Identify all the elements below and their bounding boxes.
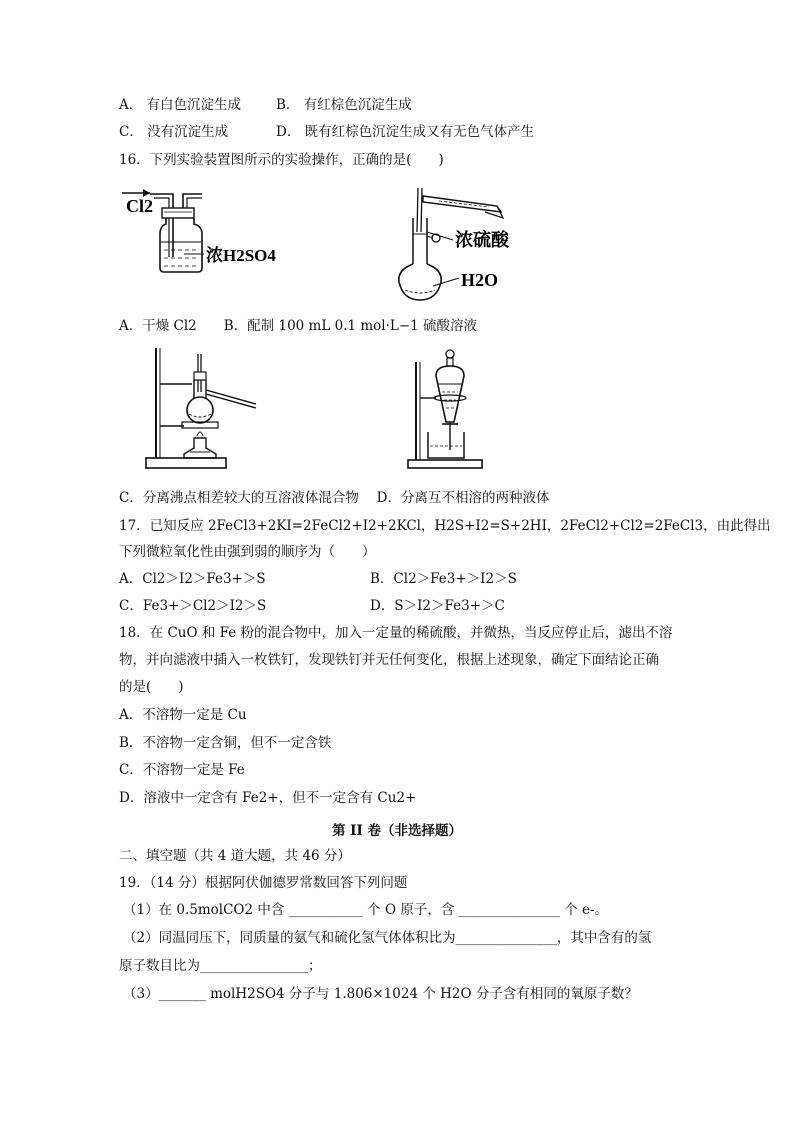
q18-option-c: C．不溶物一定是 Fe (119, 762, 245, 778)
volumetric-flask-figure (393, 182, 543, 302)
q17-stem-line-2: 下列微粒氧化性由强到弱的顺序为（ ） (119, 544, 376, 560)
q18-stem-line-1: 18．在 CuO 和 Fe 粉的混合物中，加入一定量的稀硫酸，并微热，当反应停止后，滤出不溶 (119, 625, 673, 641)
gas-label: Cl2 (126, 196, 153, 216)
q15-option-d: D． 既有红棕色沉淀生成又有无色气体产生 (276, 124, 535, 140)
wash-bottle-figure (118, 182, 308, 282)
q18-stem-line-3: 的是( ) (119, 679, 184, 695)
q18-stem-line-2: 物，并向滤液中插入一枚铁钉，发现铁钉并无任何变化，根据上述现象，确定下面结论正确 (119, 652, 659, 668)
q17-option-c: C．Fe3+＞Cl2＞I2＞S (119, 598, 267, 614)
q17-stem-line-1: 17．已知反应 2FeCl3+2KI=2FeCl2+I2+2KCl，H2S+I2=S+2HI，2FeCl2+Cl2=2FeCl3，由此得出 (119, 518, 771, 534)
q19-part-2-line-2: 原子数目比为________________； (119, 958, 322, 974)
q15-option-a: A． 有白色沉淀生成 (119, 97, 242, 113)
q18-option-a: A．不溶物一定是 Cu (119, 707, 247, 723)
q16-caption-cd: C．分离沸点相差较大的互溶液体混合物 D．分离互不相溶的两种液体 (119, 490, 550, 506)
part-ii-title: 第 II 卷（非选择题） (331, 823, 463, 839)
q19-stem: 19．（14 分）根据阿伏伽德罗常数回答下列问题 (119, 875, 408, 891)
q18-option-b: B．不溶物一定含铜，但不一定含铁 (119, 735, 332, 751)
q17-option-a: A．Cl2＞I2＞Fe3+＞S (119, 571, 266, 587)
separatory-funnel-figure (406, 340, 506, 472)
q16-caption-ab: A．干燥 Cl2 B．配制 100 mL 0.1 mol·L−1 硫酸溶液 (119, 318, 478, 334)
reagent-label: 浓H2SO4 (206, 246, 276, 265)
distillation-figure (144, 346, 264, 472)
q18-option-d: D．溶液中一定含有 Fe2+，但不一定含有 Cu2+ (119, 790, 417, 806)
q19-part-1: （1）在 0.5molCO2 中含 ___________ 个 O 原子，含 _______________ 个 e-。 (123, 902, 609, 918)
water-label: H2O (461, 270, 499, 290)
q19-part-2-line-1: （2）同温同压下，同质量的氨气和硫化氢气体体积比为_______________，其中含有的氢 (123, 930, 652, 946)
q17-option-b: B．Cl2＞Fe3+＞I2＞S (370, 571, 517, 587)
acid-label: 浓硫酸 (455, 230, 509, 251)
q19-part-3: （3）_______ molH2SO4 分子与 1.806×1024 个 H2O 分子含有相同的氧原子数？ (123, 986, 638, 1002)
q16-stem: 16．下列实验装置图所示的实验操作，正确的是( ) (119, 152, 444, 168)
q15-option-c: C． 没有沉淀生成 (119, 124, 229, 140)
q17-option-d: D．S＞I2＞Fe3+＞C (370, 598, 505, 614)
section-heading: 二、填空题（共 4 道大题，共 46 分） (119, 848, 351, 864)
q15-option-b: B． 有红棕色沉淀生成 (276, 97, 412, 113)
